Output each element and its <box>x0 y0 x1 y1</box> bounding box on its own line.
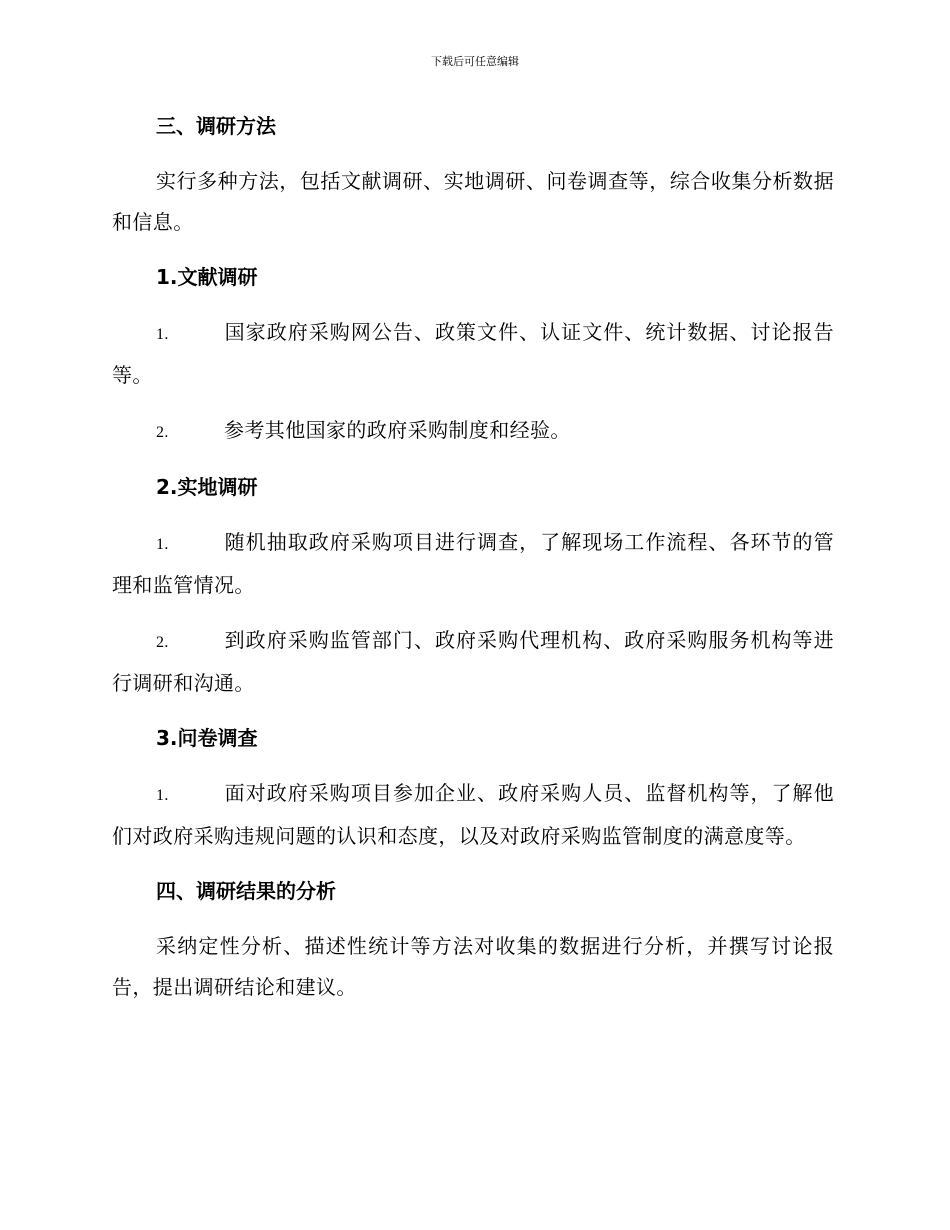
list-item-text: 国家政府采购网公告、政策文件、认证文件、统计数据、讨论报告等。 <box>112 320 834 387</box>
list-number: 1. <box>156 326 169 343</box>
list-number: 1. <box>156 536 169 553</box>
header-note: 下载后可任意编辑 <box>431 55 519 68</box>
subsection-fieldwork-title: 2.实地调研 <box>156 475 258 499</box>
list-item <box>112 522 834 606</box>
list-number: 2. <box>156 424 169 441</box>
section-3-title: 三、调研方法 <box>156 114 276 138</box>
list-item-text: 面对政府采购项目参加企业、政府采购人员、监督机构等，了解他们对政府采购违规问题的认识和态度，以及对政府采购监管制度的满意度等。 <box>112 781 834 848</box>
list-item-text: 随机抽取政府采购项目进行调查，了解现场工作流程、各环节的管理和监管情况。 <box>112 530 834 597</box>
list-item <box>112 773 834 857</box>
list-number: 2. <box>156 634 169 651</box>
list-item-text: 参考其他国家的政府采购制度和经验。 <box>224 418 571 442</box>
subsection-literature-title: 1.文献调研 <box>156 265 258 289</box>
section-4-body: 采纳定性分析、描述性统计等方法对收集的数据进行分析，并撰写讨论报告，提出调研结论和建议。 <box>112 934 834 999</box>
list-item <box>112 410 834 453</box>
section-4-title: 四、调研结果的分析 <box>156 879 336 903</box>
section-3-intro: 实行多种方法，包括文献调研、实地调研、问卷调查等，综合收集分析数据和信息。 <box>112 169 834 234</box>
list-item <box>112 620 834 704</box>
subsection-questionnaire-title: 3.问卷调查 <box>156 726 258 750</box>
list-item-text: 到政府采购监管部门、政府采购代理机构、政府采购服务机构等进行调研和沟通。 <box>112 628 834 695</box>
list-number: 1. <box>156 787 169 804</box>
document-body <box>112 106 834 1008</box>
list-item <box>112 312 834 396</box>
